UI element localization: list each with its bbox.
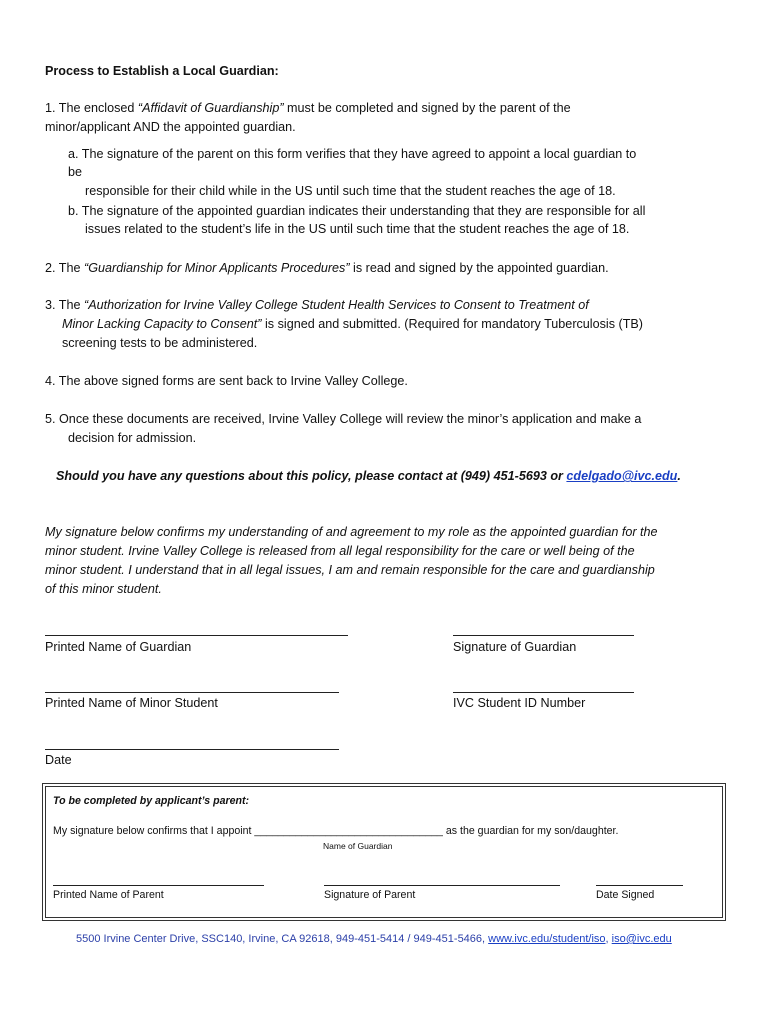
footer <box>76 933 672 945</box>
guardian-name-caption: Name of Guardian <box>323 841 393 851</box>
guardian-name-blank[interactable]: ________________________________ <box>254 825 443 837</box>
parent-section-title: To be completed by applicant’s parent: <box>53 795 250 807</box>
footer-email-link[interactable]: iso@ivc.edu <box>611 933 672 945</box>
item-1b-line-1: b. The signature of the appointed guardian indicates their understanding that they are responsible for all <box>68 204 646 218</box>
printed-name-parent-label: Printed Name of Parent <box>53 889 164 901</box>
contact-end: . <box>677 469 681 483</box>
ivc-id-label: IVC Student ID Number <box>453 696 586 710</box>
contact-line <box>56 469 681 483</box>
date-signed-line[interactable] <box>596 885 683 886</box>
date-label: Date <box>45 753 72 767</box>
item-1-title: “Affidavit of Guardianship” <box>137 101 284 115</box>
item-2-post: is read and signed by the appointed guardian. <box>349 261 609 275</box>
item-1-line-2: minor/applicant AND the appointed guardian. <box>45 120 296 134</box>
contact-text: Should you have any questions about this policy, please contact at (949) 451-5693 or <box>56 469 567 483</box>
item-1-post: must be completed and signed by the parent of the <box>283 101 571 115</box>
printed-name-minor-label: Printed Name of Minor Student <box>45 696 218 710</box>
item-2-title: “Guardianship for Minor Applicants Procedures” <box>84 261 350 275</box>
page-heading: Process to Establish a Local Guardian: <box>45 64 279 78</box>
item-3-title-2: Minor Lacking Capacity to Consent” <box>62 317 262 331</box>
item-1-pre: The enclosed <box>58 101 138 115</box>
item-2-number: 2. <box>45 261 56 275</box>
item-2-pre: The <box>58 261 84 275</box>
footer-address: 5500 Irvine Center Drive, SSC140, Irvine, CA 92618, 949-451-5414 / 949-451-5466, <box>76 933 489 945</box>
signature-parent-line[interactable] <box>324 885 560 886</box>
footer-separator: , <box>605 933 612 945</box>
item-3-pre: The <box>58 298 84 312</box>
item-1a-line-3: responsible for their child while in the US until such time that the student reaches the age of 18. <box>85 184 616 198</box>
confirmation-line-2: minor student. Irvine Valley College is released from all legal responsibility for the care or well being of the <box>45 544 635 558</box>
item-3 <box>45 298 589 312</box>
item-3-title-1: “Authorization for Irvine Valley College Student Health Services to Consent to Treatment of <box>84 298 589 312</box>
parent-statement-post: as the guardian for my son/daughter. <box>442 825 619 837</box>
confirmation-line-1: My signature below confirms my understanding of and agreement to my role as the appointed guardian for the <box>45 525 658 539</box>
printed-name-parent-line[interactable] <box>53 885 264 886</box>
item-1 <box>45 101 571 115</box>
printed-name-minor-line[interactable] <box>45 692 339 693</box>
signature-guardian-label: Signature of Guardian <box>453 640 577 654</box>
date-line[interactable] <box>45 749 339 750</box>
date-signed-label: Date Signed <box>596 889 655 901</box>
item-5-number: 5. <box>45 412 56 426</box>
item-3-post: is signed and submitted. (Required for mandatory Tuberculosis (TB) <box>261 317 643 331</box>
item-4-text: The above signed forms are sent back to Irvine Valley College. <box>58 374 408 388</box>
printed-name-guardian-line[interactable] <box>45 635 348 636</box>
signature-parent-label: Signature of Parent <box>324 889 416 901</box>
confirmation-line-4: of this minor student. <box>45 582 162 596</box>
item-1b-line-2: issues related to the student’s life in the US until such time that the student reaches the age of 18. <box>85 222 630 236</box>
item-4-number: 4. <box>45 374 56 388</box>
ivc-id-line[interactable] <box>453 692 634 693</box>
item-1a-line-2: be <box>68 165 83 179</box>
item-3-line-3: screening tests to be administered. <box>62 336 258 350</box>
item-5-line-2: decision for admission. <box>68 431 197 445</box>
item-3-line-2 <box>62 317 643 331</box>
confirmation-line-3: minor student. I understand that in all legal issues, I am and remain responsible for the care and guardianship <box>45 563 655 577</box>
parent-statement-pre: My signature below confirms that I appoint <box>53 825 255 837</box>
contact-email-link[interactable]: cdelgado@ivc.edu <box>566 469 678 483</box>
parent-statement <box>53 825 618 837</box>
item-2 <box>45 261 609 275</box>
item-5 <box>45 412 641 426</box>
item-1a-line-1: a. The signature of the parent on this form verifies that they have agreed to appoint a local guardian to <box>68 147 637 161</box>
signature-guardian-line[interactable] <box>453 635 634 636</box>
printed-name-guardian-label: Printed Name of Guardian <box>45 640 192 654</box>
item-1-number: 1. <box>45 101 56 115</box>
item-5-line-1: Once these documents are received, Irvine Valley College will review the minor’s application and make a <box>59 412 642 426</box>
footer-website-link[interactable]: www.ivc.edu/student/iso <box>488 933 606 945</box>
item-4 <box>45 374 408 388</box>
item-3-number: 3. <box>45 298 56 312</box>
